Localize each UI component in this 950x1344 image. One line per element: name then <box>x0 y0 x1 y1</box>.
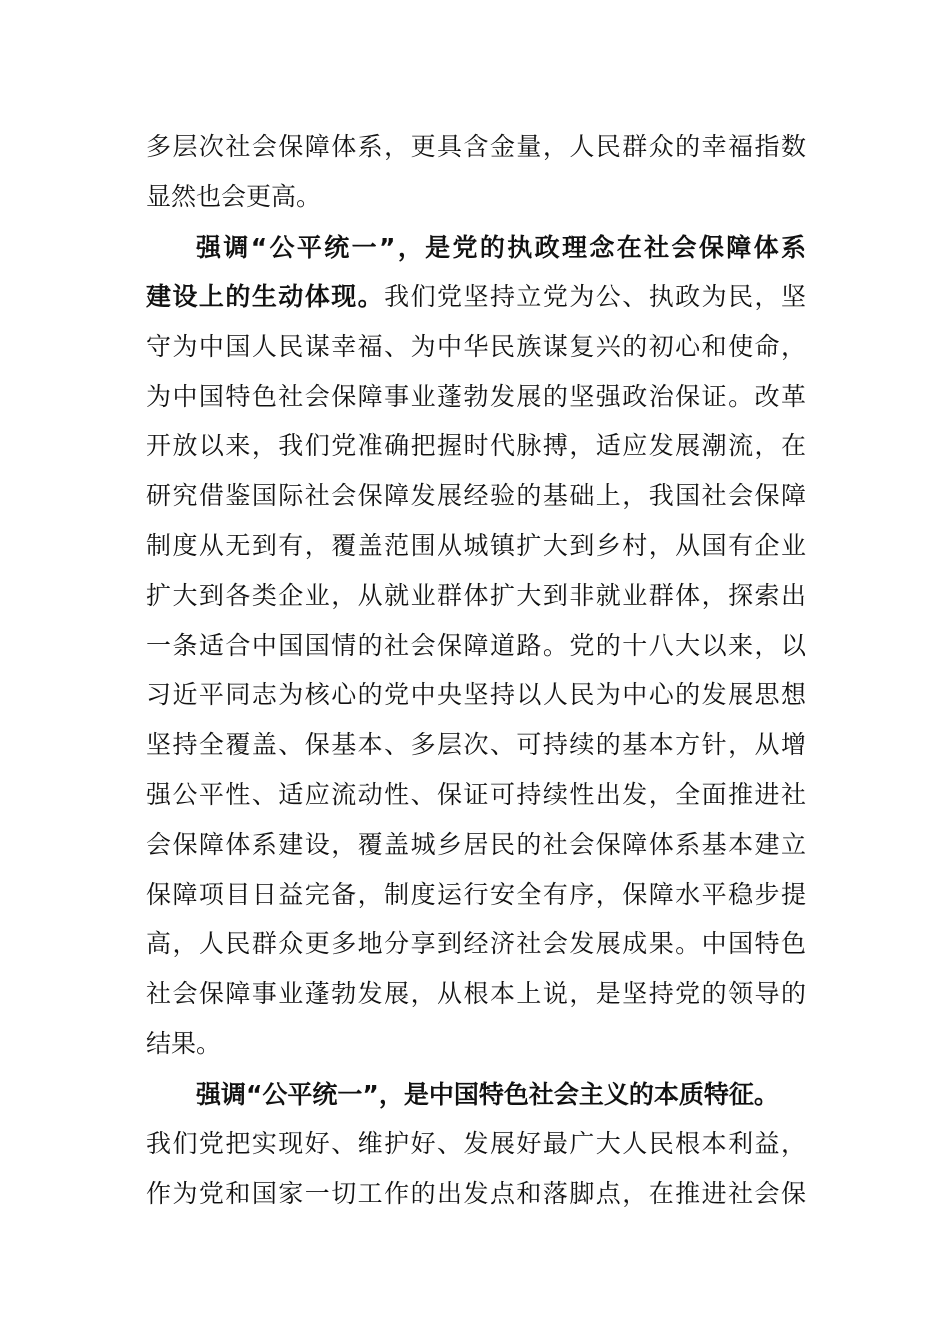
text-line: 多层次社会保障体系，更具含金量，人民群众的幸福指数 <box>146 132 806 161</box>
text-line: 坚持全覆盖、保基本、多层次、可持续的基本方针，从增 <box>146 730 806 759</box>
text-run: 我们党坚持立党为公、执政为民，坚 <box>384 282 806 311</box>
text-line: 显然也会更高。 <box>146 182 322 211</box>
text-line: 习近平同志为核心的党中央坚持以人民为中心的发展思想 <box>146 680 806 709</box>
text-line: 强公平性、适应流动性、保证可持续性出发，全面推进社 <box>146 780 806 809</box>
text-line: 制度从无到有，覆盖范围从城镇扩大到乡村，从国有企业 <box>146 531 806 560</box>
text-line: 社会保障事业蓬勃发展，从根本上说，是坚持党的领导的 <box>146 979 806 1008</box>
text-line: 一条适合中国国情的社会保障道路。党的十八大以来，以 <box>146 631 806 660</box>
text-line: 我们党把实现好、维护好、发展好最广大人民根本利益， <box>146 1129 806 1158</box>
text-line: 为中国特色社会保障事业蓬勃发展的坚强政治保证。改革 <box>146 382 806 411</box>
text-line: 高，人民群众更多地分享到经济社会发展成果。中国特色 <box>146 929 806 958</box>
text-line: 结果。 <box>146 1029 222 1058</box>
text-line: 会保障体系建设，覆盖城乡居民的社会保障体系基本建立 <box>146 830 806 859</box>
text-line: 开放以来，我们党准确把握时代脉搏，适应发展潮流，在 <box>146 431 806 460</box>
text-line: 扩大到各类企业，从就业群体扩大到非就业群体，探索出 <box>146 581 806 610</box>
section-heading: 强调“公平统一”，是中国特色社会主义的本质特征。 <box>196 1080 779 1109</box>
section-heading-continued: 建设上的生动体现。 <box>146 282 385 311</box>
text-line: 保障项目日益完备，制度运行安全有序，保障水平稳步提 <box>146 880 806 909</box>
text-line <box>146 281 806 313</box>
section-heading: 强调“公平统一”，是党的执政理念在社会保障体系 <box>196 233 806 262</box>
text-line: 守为中国人民谋幸福、为中华民族谋复兴的初心和使命， <box>146 332 806 361</box>
text-line: 作为党和国家一切工作的出发点和落脚点，在推进社会保 <box>146 1179 806 1208</box>
text-line: 研究借鉴国际社会保障发展经验的基础上，我国社会保障 <box>146 481 806 510</box>
